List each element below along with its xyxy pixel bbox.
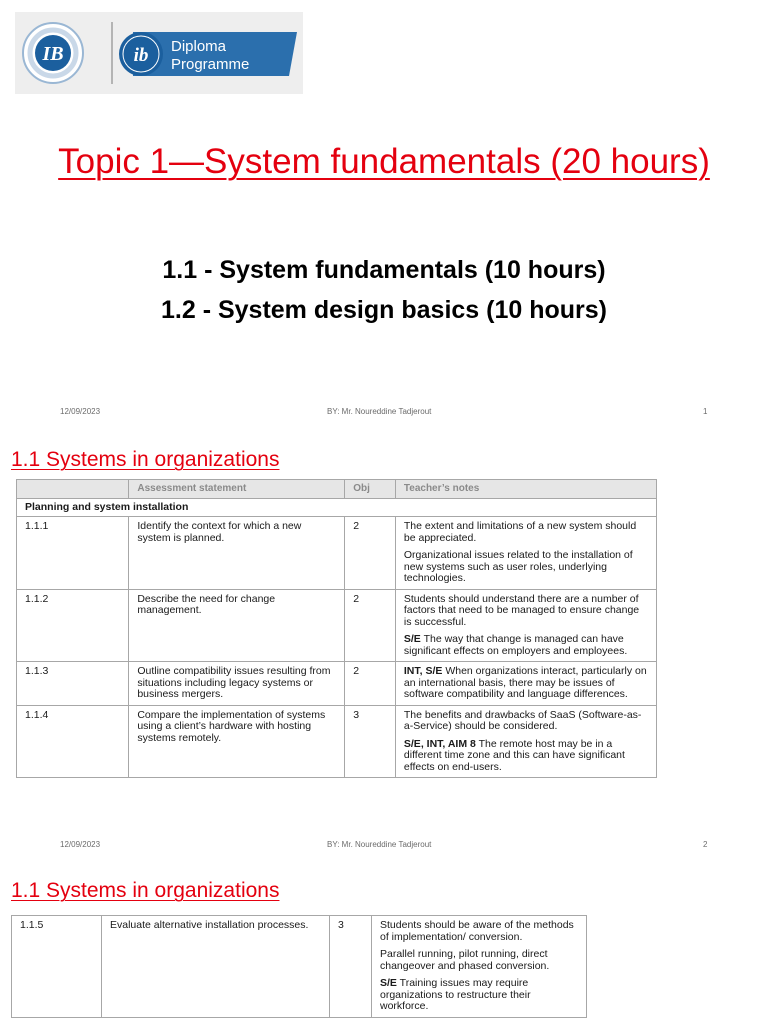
row-id: 1.1.2 (17, 589, 129, 662)
group-row (17, 498, 657, 517)
note-tag: S/E (380, 977, 397, 989)
note: Parallel running, pilot running, direct changeover and phased conversion. (380, 948, 550, 972)
table-row (17, 662, 657, 706)
footer-date: 12/09/2023 (60, 840, 101, 849)
footer-page-number: 2 (703, 840, 708, 849)
row-notes (395, 662, 656, 706)
logo-divider (111, 22, 113, 84)
row-statement: Outline compatibility issues resulting from situations including legacy systems or business mergers. (129, 662, 345, 706)
row-notes (372, 916, 587, 1018)
header-obj: Obj (345, 480, 396, 499)
note-tag: S/E, INT, AIM 8 (403, 737, 476, 750)
note: Organizational issues related to the installation of new systems such as user roles, underlying technologies. (403, 549, 633, 584)
row-statement: Identify the context for which a new system is planned. (129, 517, 345, 590)
row-obj: 2 (345, 517, 396, 590)
row-notes (395, 589, 656, 662)
header-id (17, 480, 129, 499)
seal-monogram: IB (42, 43, 64, 65)
table-row (17, 589, 657, 662)
row-notes (395, 517, 656, 590)
programme-line-1: Diploma (171, 38, 227, 55)
table-row (17, 705, 657, 778)
section-title: 1.1 Systems in organizations (11, 448, 280, 471)
row-id: 1.1.3 (17, 662, 129, 706)
note: S/E, INT, AIM 8 The remote host may be in a different time zone and this can have significant effects on end-users. (403, 737, 625, 773)
row-id: 1.1.1 (17, 517, 129, 590)
group-label: Planning and system installation (17, 498, 657, 517)
header-statement: Assessment statement (129, 480, 345, 499)
svg-text:ib: ib (133, 45, 149, 66)
row-statement: Describe the need for change management. (129, 589, 345, 662)
row-obj: 2 (345, 662, 396, 706)
note: INT, S/E When organizations interact, particularly on an international basis, there may be issues of software compatibility and language differences. (403, 665, 647, 700)
footer-page-number: 1 (703, 407, 708, 416)
footer-author: BY: Mr. Noureddine Tadjerout (327, 840, 432, 849)
subtopic-2: 1.2 - System design basics (10 hours) (161, 296, 607, 324)
ib-logo (15, 12, 303, 94)
assessment-table (16, 479, 657, 778)
programme-line-2: Programme (171, 56, 250, 73)
row-statement: Evaluate alternative installation processes. (102, 916, 330, 1018)
diploma-programme-banner (119, 30, 299, 78)
subtopic-1: 1.1 - System fundamentals (10 hours) (162, 256, 606, 284)
note: S/E Training issues may require organizations to restructure their workforce. (380, 977, 531, 1012)
table-row (12, 916, 587, 1018)
footer-author: BY: Mr. Noureddine Tadjerout (327, 407, 432, 416)
topic-title: Topic 1—System fundamentals (20 hours) (58, 142, 710, 181)
note: The extent and limitations of a new system should be appreciated. (403, 520, 637, 544)
note: The benefits and drawbacks of SaaS (Software-as-a-Service) should be considered. (403, 708, 642, 732)
ib-seal-icon (21, 21, 85, 85)
note-tag: INT, S/E (403, 665, 443, 677)
note: S/E The way that change is managed can have significant effects on employers and employees. (403, 633, 628, 657)
footer-date: 12/09/2023 (60, 407, 101, 416)
row-id: 1.1.4 (17, 705, 129, 778)
note-tag: S/E (403, 633, 421, 645)
table-header-row (17, 480, 657, 499)
note: Students should be aware of the methods of implementation/ conversion. (380, 919, 574, 943)
row-statement: Compare the implementation of systems using a client’s hardware with hosting systems remotely. (129, 705, 345, 778)
row-obj: 3 (345, 705, 396, 778)
section-title: 1.1 Systems in organizations (11, 879, 280, 902)
assessment-table-continued (11, 915, 587, 1018)
header-notes: Teacher’s notes (395, 480, 656, 499)
slide-2 (0, 430, 768, 855)
row-notes (395, 705, 656, 778)
note: Students should understand there are a number of factors that need to be managed to ensure change is successful. (403, 592, 640, 628)
row-obj: 3 (330, 916, 372, 1018)
slide-1 (0, 0, 768, 430)
row-obj: 2 (345, 589, 396, 662)
slide-3 (0, 855, 768, 1024)
row-id: 1.1.5 (12, 916, 102, 1018)
table-row (17, 517, 657, 590)
